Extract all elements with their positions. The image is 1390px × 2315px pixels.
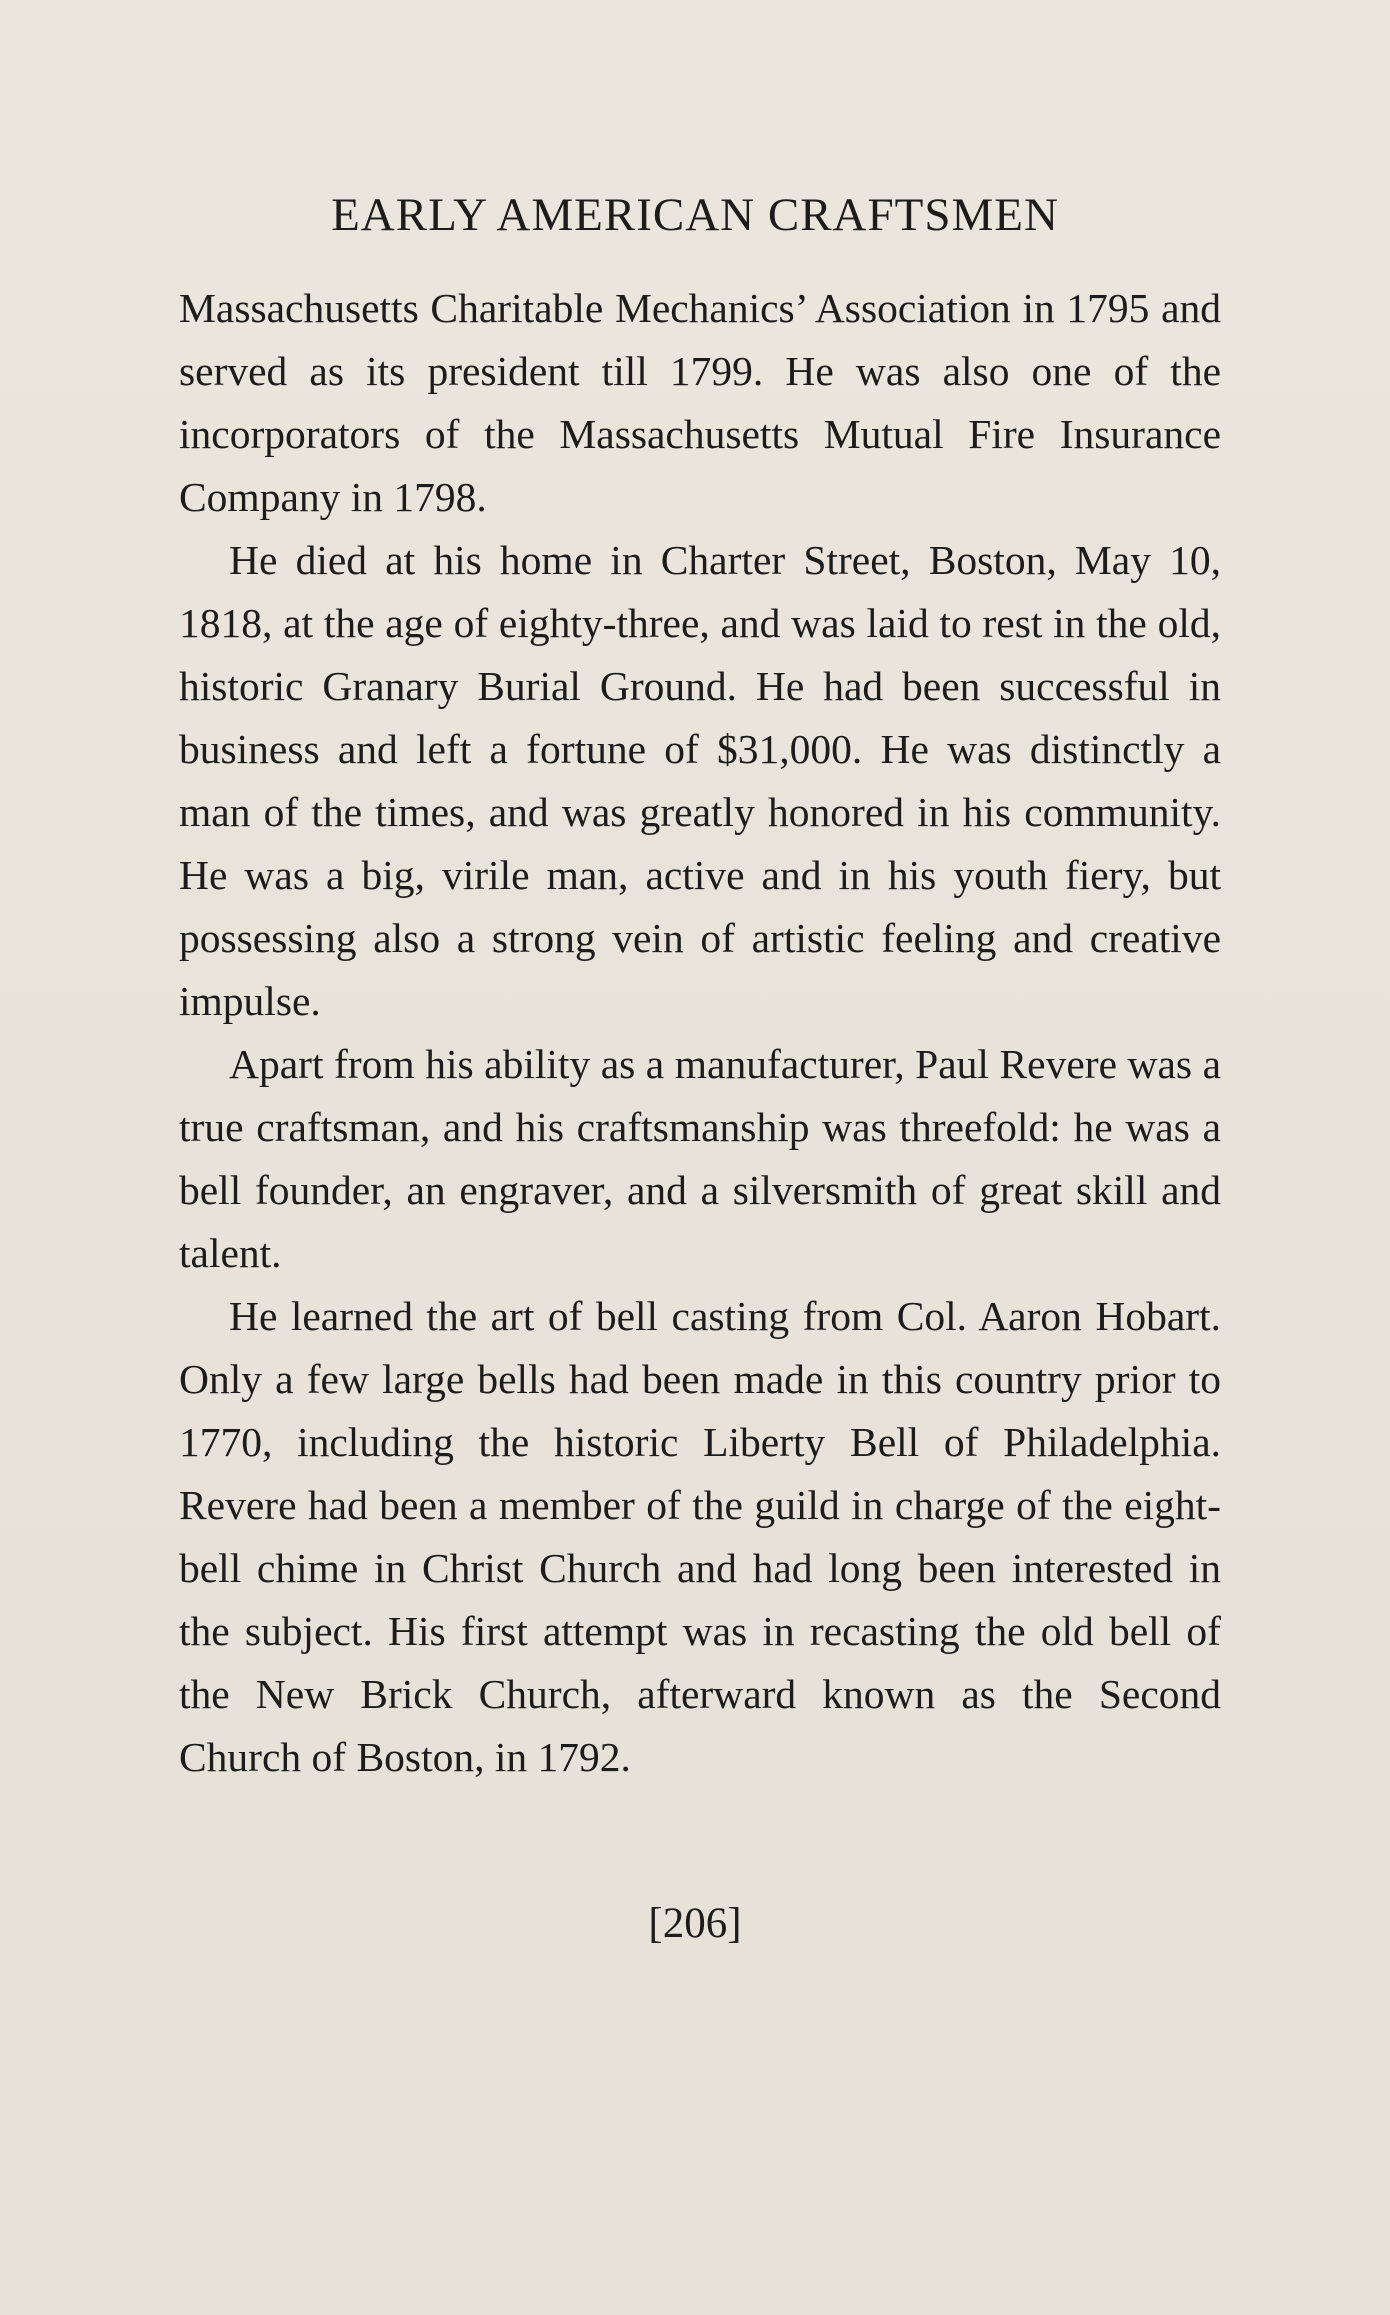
paragraph-craftsmanship: Apart from his ability as a manufacturer, Paul Revere was a true craftsman, and his craftsmanship was threefold: he was a bell founder, an engraver, and a silversmith of great skill and talent. — [179, 1041, 1221, 1276]
paragraph-bell-casting: He learned the art of bell casting from Col. Aaron Hobart. Only a few large bells had been made in this country prior to 1770, including the historic Liberty Bell of Philadelphia. Revere had been a member of the guild in charge of the eight-bell chime in Christ Church and had long been interested in the subject. His first attempt was in recasting the old bell of the New Brick Church, afterward known as the Second Church of Boston, in 1792. — [179, 1293, 1221, 1780]
running-head: EARLY AMERICAN CRAFTSMEN — [331, 189, 1059, 241]
paragraph-death: He died at his home in Charter Street, Boston, May 10, 1818, at the age of eighty-three, and was laid to rest in the old, historic Granary Burial Ground. He had been successful in business and left a fortune of $31,000. He was distinctly a man of the times, and was greatly honored in his community. He was a big, virile man, active and in his youth fiery, but possessing also a strong vein of artistic feeling and creative impulse. — [179, 537, 1221, 1024]
page-number: [206] — [648, 1900, 742, 1947]
body-text — [179, 277, 1221, 1789]
paragraph-continued: Massachusetts Charitable Mechanics’ Association in 1795 and served as its president till 1799. He was also one of the incorporators of the Massachusetts Mutual Fire Insurance Company in 1798. — [179, 285, 1221, 520]
